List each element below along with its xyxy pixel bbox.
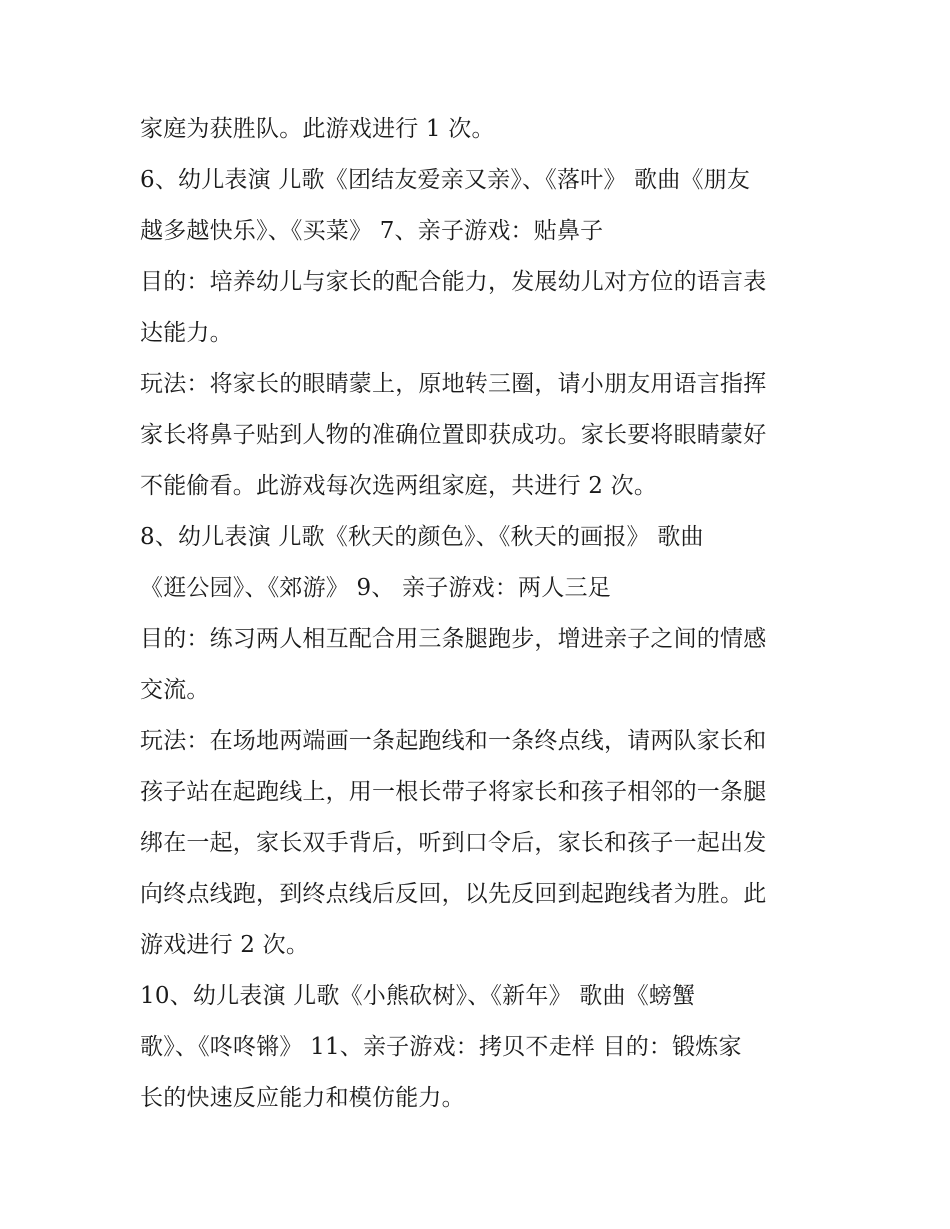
text-line: 达能力。 bbox=[140, 320, 233, 346]
text-line: 绑在一起，家长双手背后，听到口令后，家长和孩子一起出发 bbox=[140, 830, 767, 856]
text-line: 《逛公园》、《郊游》 9、 亲子游戏：两人三足 bbox=[140, 575, 611, 601]
text-line: 8、幼儿表演 儿歌《秋天的颜色》、《秋天的画报》 歌曲 bbox=[140, 524, 704, 550]
text-line: 目的：练习两人相互配合用三条腿跑步，增进亲子之间的情感 bbox=[140, 626, 767, 652]
text-line: 玩法：将家长的眼睛蒙上，原地转三圈，请小朋友用语言指挥 bbox=[140, 371, 767, 397]
text-line: 不能偷看。此游戏每次选两组家庭，共进行 2 次。 bbox=[140, 473, 658, 499]
text-line: 6、幼儿表演 儿歌《团结友爱亲又亲》、《落叶》 歌曲《朋友 bbox=[140, 167, 751, 193]
text-line: 玩法：在场地两端画一条起跑线和一条终点线，请两队家长和 bbox=[140, 728, 767, 754]
text-line: 家长将鼻子贴到人物的准确位置即获成功。家长要将眼睛蒙好 bbox=[140, 422, 767, 448]
text-line: 孩子站在起跑线上，用一根长带子将家长和孩子相邻的一条腿 bbox=[140, 779, 767, 805]
text-line: 交流。 bbox=[140, 677, 210, 703]
text-line: 越多越快乐》、《买菜》 7、亲子游戏：贴鼻子 bbox=[140, 218, 604, 244]
text-line: 歌》、《咚咚锵》 11、亲子游戏：拷贝不走样 目的：锻炼家 bbox=[140, 1034, 742, 1060]
text-line: 长的快速反应能力和模仿能力。 bbox=[140, 1085, 465, 1111]
text-line: 游戏进行 2 次。 bbox=[140, 932, 310, 958]
text-line: 10、幼儿表演 儿歌《小熊砍树》、《新年》 歌曲《螃蟹 bbox=[140, 983, 696, 1009]
document-body bbox=[140, 104, 820, 1124]
text-line: 向终点线跑，到终点线后反回，以先反回到起跑线者为胜。此 bbox=[140, 881, 767, 907]
text-line: 家庭为获胜队。此游戏进行 1 次。 bbox=[140, 116, 495, 142]
text-line: 目的：培养幼儿与家长的配合能力，发展幼儿对方位的语言表 bbox=[140, 269, 767, 295]
